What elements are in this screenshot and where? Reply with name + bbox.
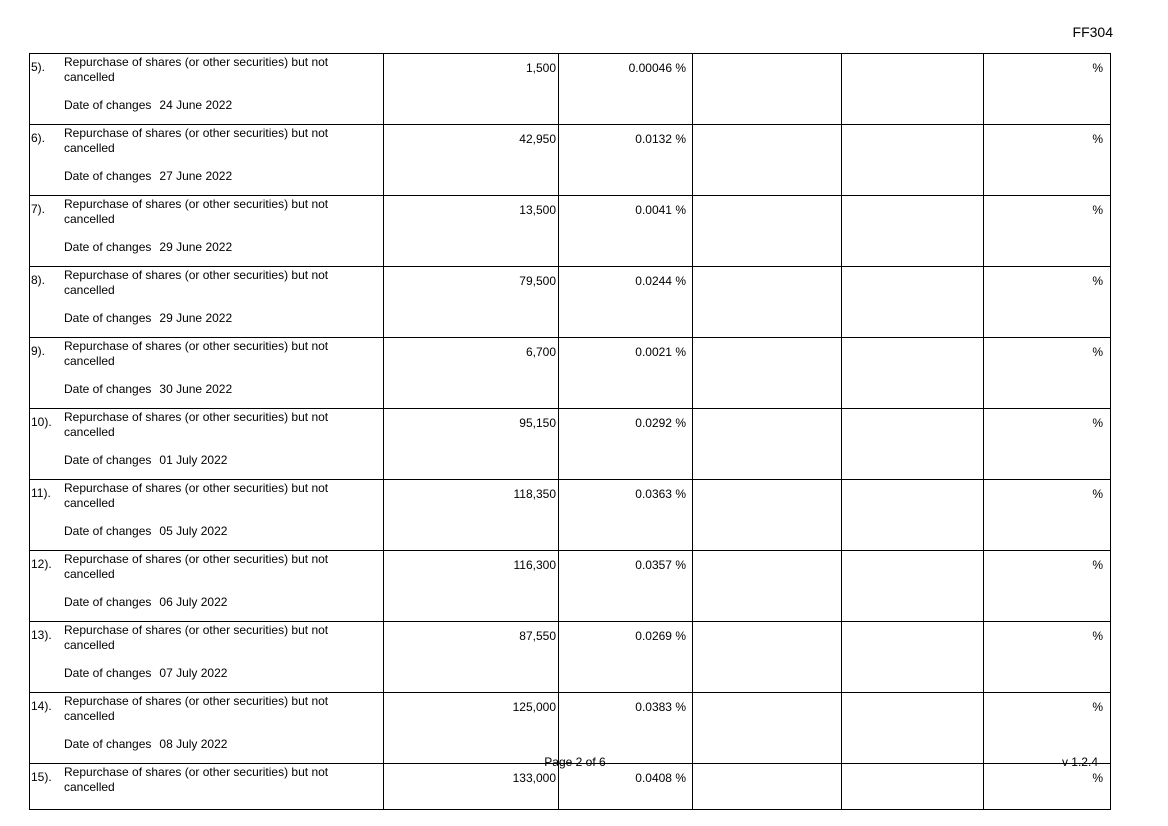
percent-cell: 0.0132 % — [559, 125, 693, 196]
date-label: Date of changes — [64, 311, 152, 325]
change-description: Repurchase of shares (or other securities) but not cancelled — [64, 126, 329, 155]
date-value: 08 July 2022 — [159, 737, 228, 751]
date-label: Date of changes — [64, 737, 152, 751]
percent-after-cell: % — [984, 54, 1111, 125]
percent-cell: 0.0363 % — [559, 480, 693, 551]
description-cell — [30, 480, 384, 551]
table-row — [30, 196, 1111, 267]
percent-after-cell: % — [984, 693, 1111, 764]
table-row — [30, 125, 1111, 196]
percent-cell: 0.0041 % — [559, 196, 693, 267]
date-value: 29 June 2022 — [159, 240, 233, 254]
blank-cell — [842, 338, 984, 409]
percent-cell: 0.0292 % — [559, 409, 693, 480]
description-cell — [30, 764, 384, 810]
change-description: Repurchase of shares (or other securities) but not cancelled — [64, 481, 329, 510]
date-of-changes — [64, 382, 377, 397]
percent-cell: 0.0357 % — [559, 551, 693, 622]
date-value: 29 June 2022 — [159, 311, 233, 325]
date-label: Date of changes — [64, 169, 152, 183]
date-label: Date of changes — [64, 98, 152, 112]
blank-cell — [842, 267, 984, 338]
change-description: Repurchase of shares (or other securities) but not cancelled — [64, 765, 329, 794]
blank-cell — [693, 338, 842, 409]
description-cell — [30, 622, 384, 693]
form-code: FF304 — [1072, 24, 1113, 40]
table-row — [30, 551, 1111, 622]
date-label: Date of changes — [64, 453, 152, 467]
change-description: Repurchase of shares (or other securities) but not cancelled — [64, 268, 329, 297]
percent-after-cell: % — [984, 480, 1111, 551]
table-row — [30, 480, 1111, 551]
row-number: 14). — [31, 699, 52, 713]
blank-cell — [842, 196, 984, 267]
date-of-changes — [64, 737, 377, 752]
change-description: Repurchase of shares (or other securities) but not cancelled — [64, 623, 329, 652]
blank-cell — [693, 409, 842, 480]
description-cell — [30, 54, 384, 125]
percent-after-cell: % — [984, 551, 1111, 622]
description-cell — [30, 125, 384, 196]
shares-cell: 116,300 — [384, 551, 559, 622]
date-value: 05 July 2022 — [159, 524, 228, 538]
shares-cell: 125,000 — [384, 693, 559, 764]
description-cell — [30, 551, 384, 622]
change-description: Repurchase of shares (or other securities) but not cancelled — [64, 339, 329, 368]
shares-cell: 95,150 — [384, 409, 559, 480]
page-number: Page 2 of 6 — [544, 755, 606, 769]
date-of-changes — [64, 595, 377, 610]
date-of-changes — [64, 311, 377, 326]
percent-after-cell: % — [984, 196, 1111, 267]
shares-cell: 87,550 — [384, 622, 559, 693]
row-number: 11). — [31, 486, 51, 500]
description-cell — [30, 693, 384, 764]
blank-cell — [693, 693, 842, 764]
row-number: 10). — [31, 415, 52, 429]
table-row — [30, 338, 1111, 409]
table-row — [30, 409, 1111, 480]
version-label: v 1.2.4 — [1061, 755, 1098, 769]
date-label: Date of changes — [64, 382, 152, 396]
description-cell — [30, 267, 384, 338]
blank-cell — [693, 551, 842, 622]
blank-cell — [842, 480, 984, 551]
shares-cell: 79,500 — [384, 267, 559, 338]
row-number: 9). — [31, 344, 46, 358]
row-number: 15). — [31, 770, 52, 784]
row-number: 13). — [31, 628, 52, 642]
date-value: 01 July 2022 — [159, 453, 228, 467]
blank-cell — [842, 125, 984, 196]
date-of-changes — [64, 453, 377, 468]
blank-cell — [693, 764, 842, 810]
change-description: Repurchase of shares (or other securities) but not cancelled — [64, 55, 329, 84]
percent-cell: 0.0408 % — [559, 764, 693, 810]
shares-cell: 133,000 — [384, 764, 559, 810]
percent-cell: 0.0269 % — [559, 622, 693, 693]
table-row — [30, 693, 1111, 764]
percent-cell: 0.0021 % — [559, 338, 693, 409]
blank-cell — [693, 125, 842, 196]
percent-after-cell: % — [984, 409, 1111, 480]
date-of-changes — [64, 240, 377, 255]
blank-cell — [693, 622, 842, 693]
percent-after-cell: % — [984, 764, 1111, 810]
date-value: 27 June 2022 — [159, 169, 233, 183]
date-value: 30 June 2022 — [159, 382, 233, 396]
percent-cell: 0.0383 % — [559, 693, 693, 764]
blank-cell — [693, 196, 842, 267]
percent-after-cell: % — [984, 622, 1111, 693]
percent-after-cell: % — [984, 267, 1111, 338]
shares-cell: 6,700 — [384, 338, 559, 409]
description-cell — [30, 409, 384, 480]
percent-after-cell: % — [984, 338, 1111, 409]
date-label: Date of changes — [64, 666, 152, 680]
date-label: Date of changes — [64, 595, 152, 609]
description-cell — [30, 196, 384, 267]
date-value: 06 July 2022 — [159, 595, 228, 609]
change-description: Repurchase of shares (or other securities) but not cancelled — [64, 197, 329, 226]
shares-cell: 118,350 — [384, 480, 559, 551]
blank-cell — [842, 764, 984, 810]
table-row — [30, 622, 1111, 693]
date-value: 24 June 2022 — [159, 98, 233, 112]
date-value: 07 July 2022 — [159, 666, 228, 680]
blank-cell — [693, 480, 842, 551]
percent-cell: 0.00046 % — [559, 54, 693, 125]
change-description: Repurchase of shares (or other securities) but not cancelled — [64, 552, 329, 581]
shares-cell: 42,950 — [384, 125, 559, 196]
blank-cell — [693, 267, 842, 338]
date-label: Date of changes — [64, 524, 152, 538]
row-number: 5). — [31, 60, 46, 74]
date-of-changes — [64, 169, 377, 184]
table-row — [30, 267, 1111, 338]
blank-cell — [842, 551, 984, 622]
percent-cell: 0.0244 % — [559, 267, 693, 338]
blank-cell — [842, 409, 984, 480]
blank-cell — [842, 54, 984, 125]
change-description: Repurchase of shares (or other securities) but not cancelled — [64, 410, 329, 439]
blank-cell — [842, 693, 984, 764]
blank-cell — [842, 622, 984, 693]
row-number: 6). — [31, 131, 46, 145]
change-description: Repurchase of shares (or other securities) but not cancelled — [64, 694, 329, 723]
shares-cell: 13,500 — [384, 196, 559, 267]
date-of-changes — [64, 666, 377, 681]
blank-cell — [693, 54, 842, 125]
date-of-changes — [64, 524, 377, 539]
changes-table — [29, 53, 1111, 810]
row-number: 8). — [31, 273, 46, 287]
date-label: Date of changes — [64, 240, 152, 254]
row-number: 7). — [31, 202, 46, 216]
shares-cell: 1,500 — [384, 54, 559, 125]
table-row — [30, 764, 1111, 810]
changes-table-body — [30, 54, 1111, 810]
percent-after-cell: % — [984, 125, 1111, 196]
row-number: 12). — [31, 557, 52, 571]
table-row — [30, 54, 1111, 125]
date-of-changes — [64, 98, 377, 113]
description-cell — [30, 338, 384, 409]
